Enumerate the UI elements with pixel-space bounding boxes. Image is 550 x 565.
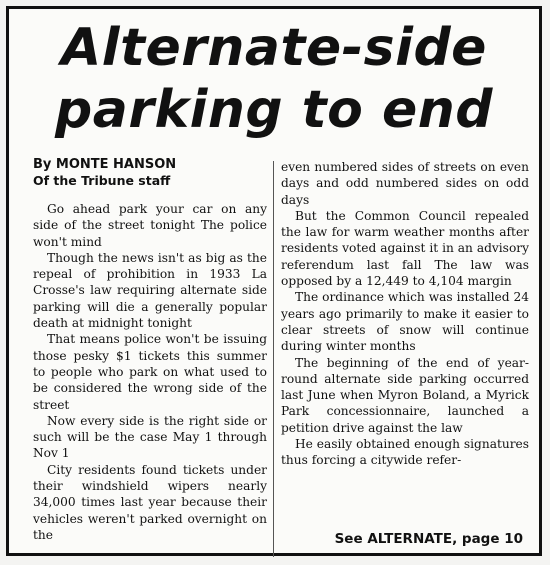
byline-author: By MONTE HANSON [33, 157, 177, 172]
headline-line-2: parking to end [55, 80, 493, 140]
article-column-left [33, 157, 267, 543]
jump-line: See ALTERNATE, page 10 [334, 531, 523, 547]
paragraph: He easily obtained enough signatures thus forcing a citywide refer- [281, 437, 529, 468]
headline-line-1: Alternate-side [61, 18, 487, 78]
paragraph: City residents found tickets under their windshield wipers nearly 34,000 times last year because their vehicles weren't parked overnight on the [33, 462, 267, 542]
paragraph: The beginning of the end of year-round alternate side parking occurred last June when Myron Boland, a Myrick Park concessionnaire, launched a petition drive against the law [281, 355, 529, 435]
headline [9, 17, 539, 141]
paragraph: Though the news isn't as big as the repeal of prohibition in 1933 La Crosse's law requiring alternate side parking will die a generally popular death at midnight tonight [33, 250, 267, 331]
paragraph: The ordinance which was installed 24 years ago primarily to make it easier to clear streets of snow will continue during winter months [281, 290, 529, 354]
paragraph: Now every side is the right side or such will be the case May 1 through Nov 1 [33, 413, 267, 461]
paragraph: But the Common Council repealed the law for warm weather months after residents voted against it in an advisory referendum last fall The law was opposed by a 12,449 to 4,104 margin [281, 208, 529, 289]
byline-staff: Of the Tribune staff [33, 173, 171, 188]
byline [33, 157, 267, 189]
article-column-right [281, 159, 529, 469]
newspaper-clipping [6, 6, 542, 556]
paragraph: That means police won't be issuing those pesky $1 tickets this summer to people who park on what used to be considered the wrong side of the street [33, 332, 267, 412]
paragraph: Go ahead park your car on any side of the street tonight The police won't mind [33, 202, 267, 249]
column-divider [273, 161, 274, 557]
paragraph: even numbered sides of streets on even days and odd numbered sides on odd days [281, 160, 529, 207]
